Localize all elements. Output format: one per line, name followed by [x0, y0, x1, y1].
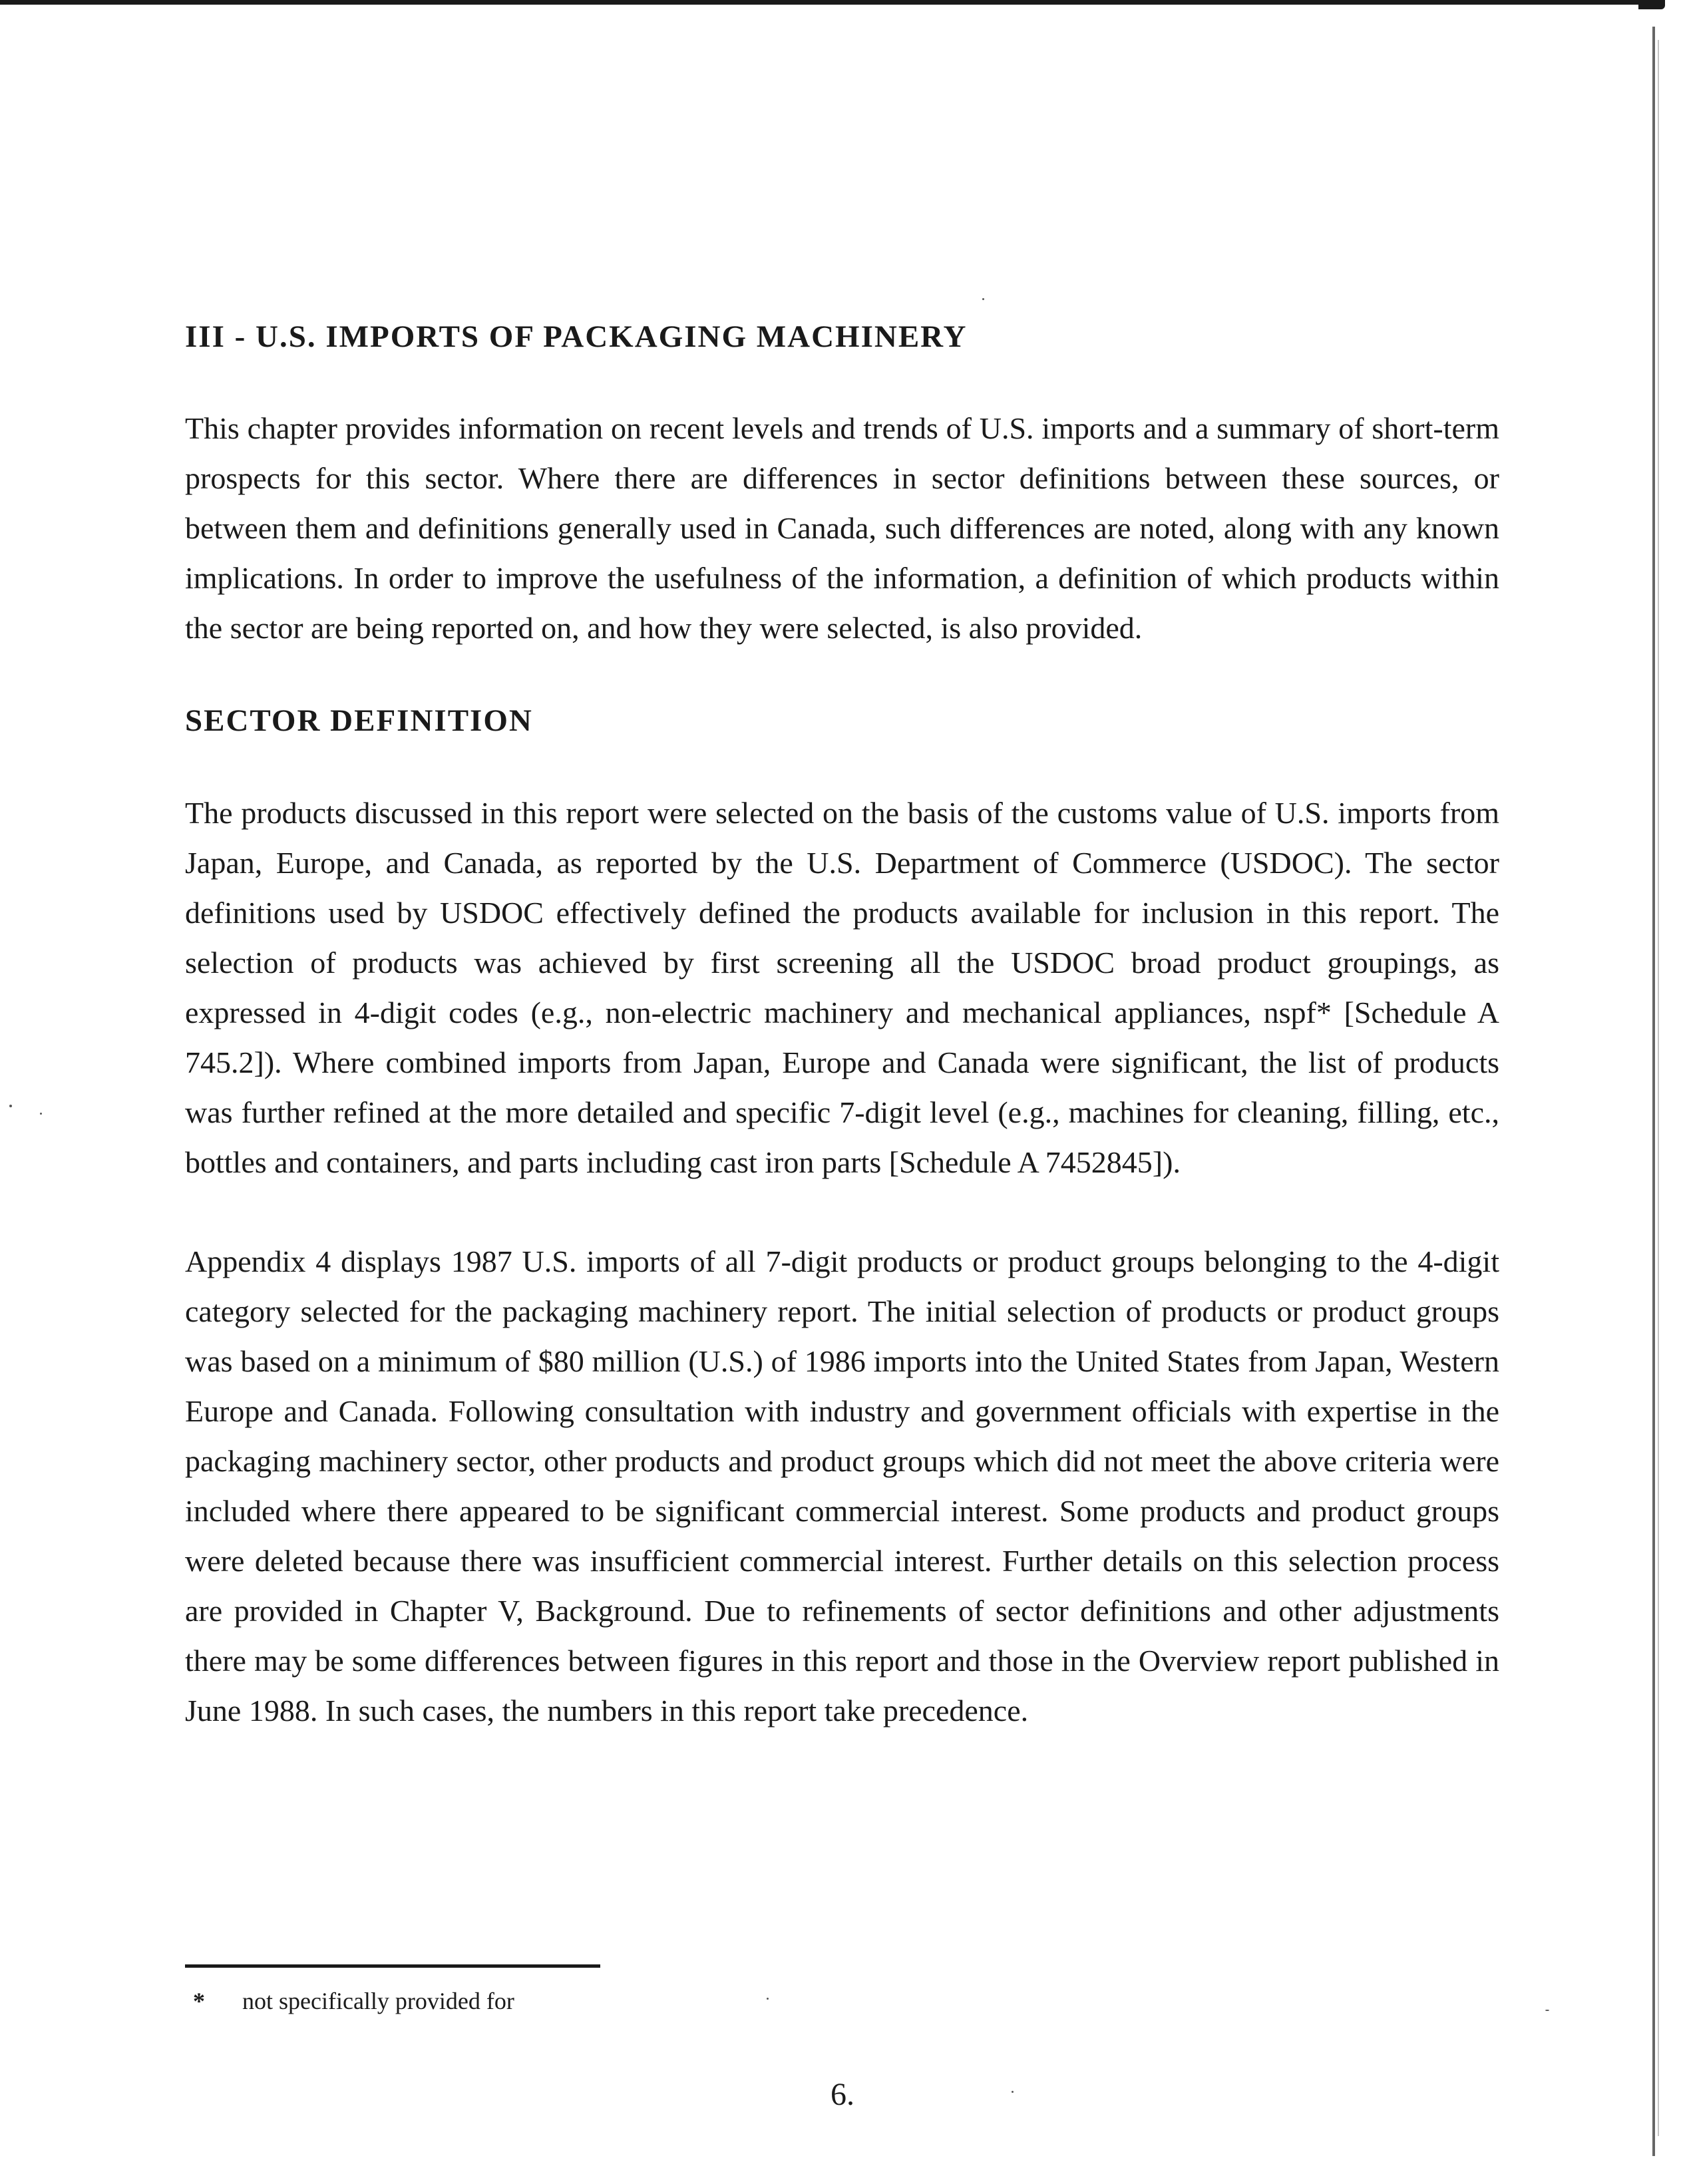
scan-speck — [982, 298, 984, 300]
right-scan-edge-shadow — [1658, 40, 1659, 2136]
footnote — [193, 1984, 514, 2018]
intro-paragraph: This chapter provides information on recent levels and trends of U.S. imports and a summary of short-term prospects for this sector. Where there are differences in sector definitions between these sources, or between them and definitions generally used in Canada, such differences are noted, along with any known implications. In order to improve the usefulness of the information, a definition of which products within the sector are being reported on, and how they were selected, is also provided. — [185, 411, 1499, 645]
footnote-marker: * — [193, 1988, 205, 2014]
footnote-text: not specifically provided for — [242, 1988, 514, 2014]
scan-speck — [767, 1998, 769, 2000]
section-title: SECTOR DEFINITION — [185, 703, 533, 739]
page-content — [185, 318, 1499, 1785]
scan-speck — [1012, 2091, 1014, 2093]
top-scan-border — [0, 0, 1644, 5]
scan-speck — [9, 1105, 12, 1107]
corner-scan-mark — [1638, 0, 1665, 9]
chapter-title: III - U.S. IMPORTS OF PACKAGING MACHINERY — [185, 319, 968, 354]
footnote-rule — [185, 1964, 600, 1968]
sector-definition-paragraph: The products discussed in this report were selected on the basis of the customs value of U.S. imports from Japan, Europe, and Canada, as reported by the U.S. Department of Commerce (USDOC). The sector definitions used by USDOC effectively defined the products available for inclusion in this report. The selection of products was achieved by first screening all the USDOC broad product groupings, as expressed in 4-digit codes (e.g., non-electric machinery and mechanical appliances, nspf* [Schedule A 745.2]). Where combined imports from Japan, Europe and Canada were significant, the list of products was further refined at the more detailed and specific 7-digit level (e.g., machines for cleaning, filling, etc., bottles and containers, and parts including cast iron parts [Schedule A 7452845]). — [185, 795, 1499, 1179]
right-scan-edge — [1652, 27, 1655, 2156]
scan-speck — [40, 1113, 42, 1115]
scan-speck — [1545, 2010, 1549, 2011]
page-number: 6. — [831, 2077, 854, 2112]
appendix-paragraph: Appendix 4 displays 1987 U.S. imports of all 7-digit products or product groups belonging to the 4-digit category selected for the packaging machinery report. The initial selection of products or product groups was based on a minimum of $80 million (U.S.) of 1986 imports into the United States from Japan, Western Europe and Canada. Following consultation with industry and government officials with expertise in the packaging machinery sector, other products and product groups which did not meet the above criteria were included where there appeared to be significant commercial interest. Some products and product groups were deleted because there was insufficient commercial interest. Further details on this selection process are provided in Chapter V, Background. Due to refinements of sector definitions and other adjustments there may be some differences between figures in this report and those in the Overview report published in June 1988. In such cases, the numbers in this report take precedence. — [185, 1244, 1499, 1728]
